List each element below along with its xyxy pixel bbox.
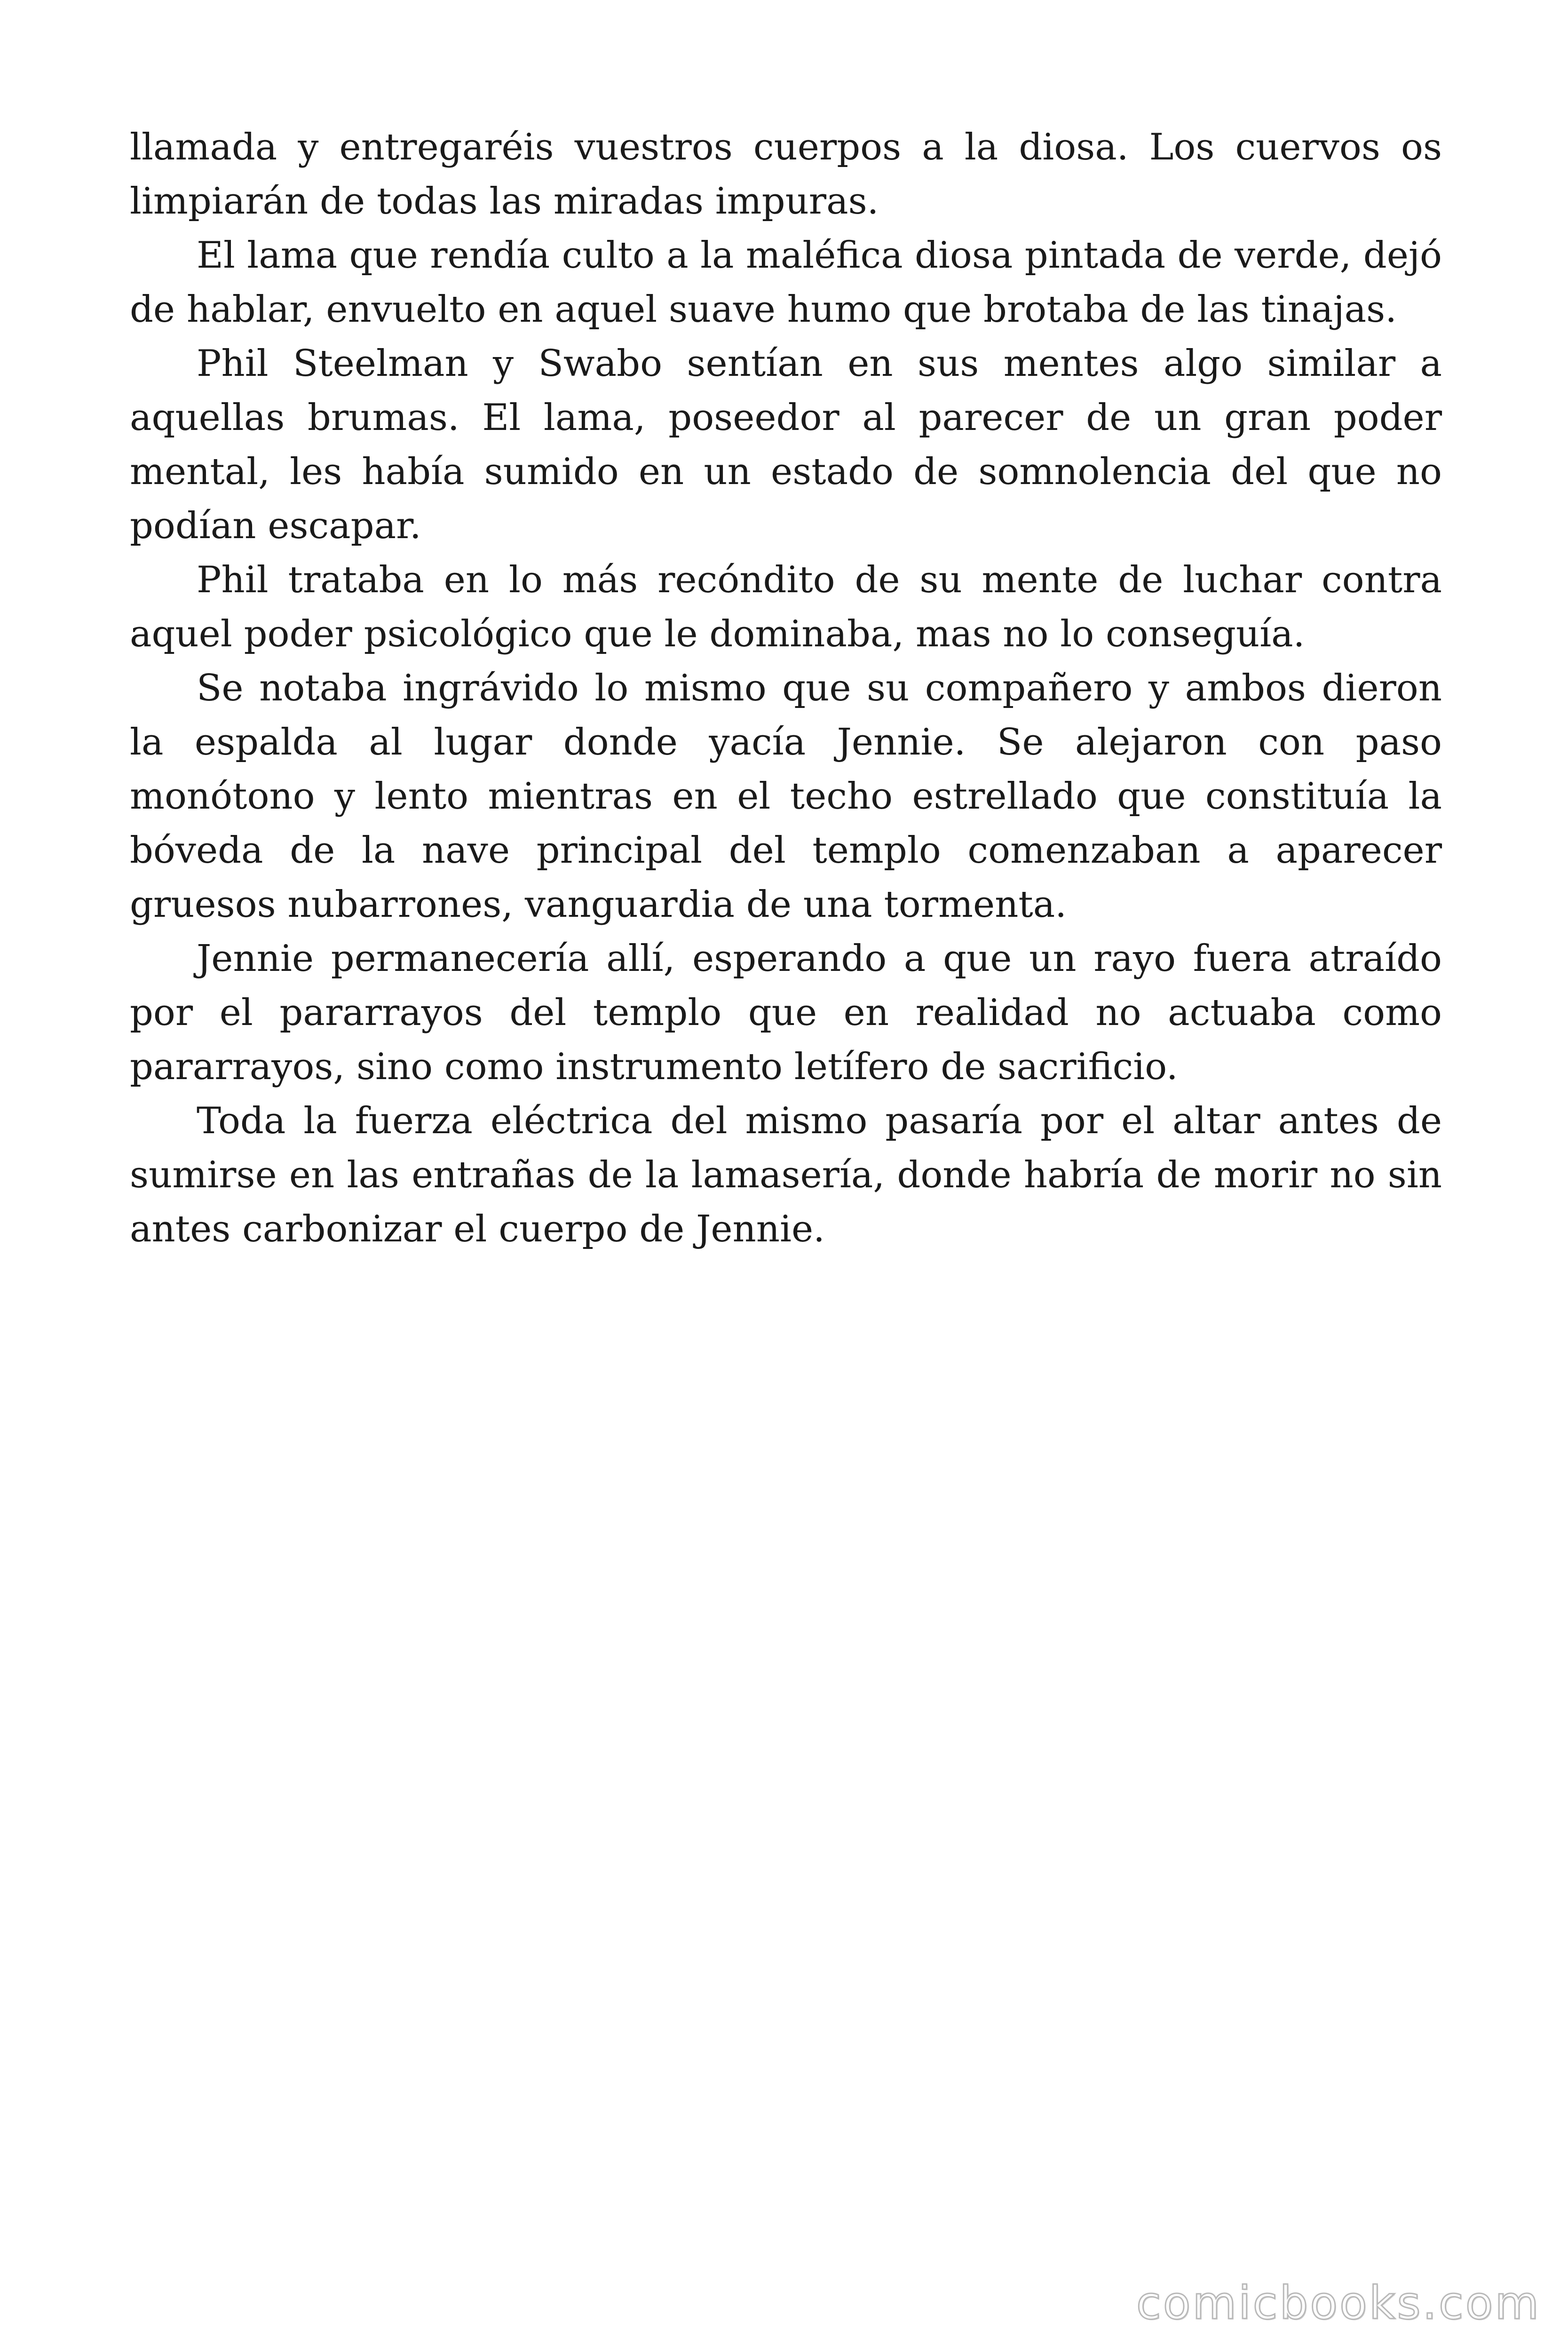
body-text	[130, 120, 1442, 1256]
paragraph: Phil trataba en lo más recóndito de su mente de luchar contra aquel poder psicológico que le dominaba, mas no lo conseguía.	[130, 559, 1442, 655]
paragraph: Se notaba ingrávido lo mismo que su compañero y ambos dieron la espalda al lugar donde yacía Jennie. Se alejaron con paso monótono y lento mientras en el techo estrellado que constituía la bóveda de la nave principal del templo comenzaban a aparecer gruesos nubarrones, vanguardia de una tormenta.	[130, 667, 1442, 926]
watermark-logo: comicbooks.com	[1136, 2277, 1541, 2329]
paragraph: El lama que rendía culto a la maléfica diosa pintada de verde, dejó de hablar, envuelto en aquel suave humo que brotaba de las tinajas.	[130, 234, 1442, 331]
paragraph: Jennie permanecería allí, esperando a que un rayo fuera atraído por el pararrayos del templo que en realidad no actuaba como pararrayos, sino como instrumento letífero de sacrificio.	[130, 938, 1442, 1088]
paragraph-continuation: llamada y entregaréis vuestros cuerpos a la diosa. Los cuervos os limpiarán de todas las miradas impuras.	[130, 126, 1442, 222]
paragraph: Toda la fuerza eléctrica del mismo pasaría por el altar antes de sumirse en las entrañas de la lamasería, donde habría de morir no sin antes carbonizar el cuerpo de Jennie.	[130, 1100, 1442, 1250]
paragraph: Phil Steelman y Swabo sentían en sus mentes algo similar a aquellas brumas. El lama, poseedor al parecer de un gran poder mental, les había sumido en un estado de somnolencia del que no podían escapar.	[130, 342, 1442, 547]
